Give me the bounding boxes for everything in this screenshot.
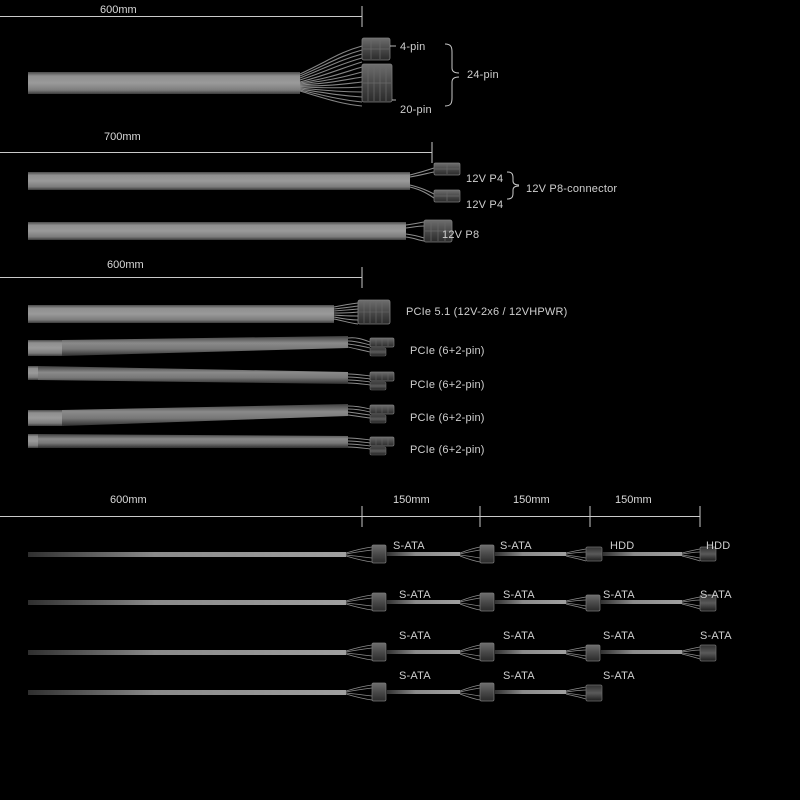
connector-label-sata-r2-4: S-ATA <box>700 589 732 601</box>
connector-label-sata-r2-3: S-ATA <box>603 589 635 601</box>
connector-label-20-pin: 20-pin <box>400 104 432 116</box>
dimension-label-700-eps: 700mm <box>104 131 141 143</box>
pcie-dual-6plus2-cable-2 <box>28 404 394 455</box>
dimension-label-600-atx: 600mm <box>100 4 137 16</box>
dimension-label-150-c: 150mm <box>615 494 652 506</box>
connector-label-sata-r1-2: S-ATA <box>500 540 532 552</box>
connector-label-12v-p4-bottom: 12V P4 <box>466 199 504 211</box>
connector-label-sata-r3-3: S-ATA <box>603 630 635 642</box>
sata-cable-row-4 <box>28 683 602 701</box>
connector-label-pcie-6plus2-2: PCIe (6+2-pin) <box>410 379 485 391</box>
connector-label-pcie-6plus2-3: PCIe (6+2-pin) <box>410 412 485 424</box>
connector-label-sata-r1-1: S-ATA <box>393 540 425 552</box>
connector-label-sata-r3-2: S-ATA <box>503 630 535 642</box>
connector-label-pcie-5-1: PCIe 5.1 (12V-2x6 / 12VHPWR) <box>406 306 568 318</box>
connector-label-sata-r3-1: S-ATA <box>399 630 431 642</box>
sata-cable-row-3 <box>28 643 716 661</box>
connector-label-4-pin: 4-pin <box>400 41 426 53</box>
dimension-label-150-b: 150mm <box>513 494 550 506</box>
connector-label-pcie-6plus2-1: PCIe (6+2-pin) <box>410 345 485 357</box>
dimension-label-600-pcie: 600mm <box>107 259 144 271</box>
connector-label-sata-r4-3: S-ATA <box>603 670 635 682</box>
connector-label-24-pin: 24-pin <box>467 69 499 81</box>
connector-label-12v-p8-connector: 12V P8-connector <box>526 183 618 195</box>
connector-label-sata-r2-2: S-ATA <box>503 589 535 601</box>
dimension-label-150-a: 150mm <box>393 494 430 506</box>
connector-label-hdd-r1-1: HDD <box>610 540 635 552</box>
eps-12v-p8-cable <box>28 220 452 242</box>
connector-label-sata-r2-1: S-ATA <box>399 589 431 601</box>
connector-label-hdd-r1-2: HDD <box>706 540 731 552</box>
eps-12v-p4-p4-cable <box>28 163 519 202</box>
atx-24-pin-cable <box>28 38 459 106</box>
connector-label-sata-r4-1: S-ATA <box>399 670 431 682</box>
connector-label-sata-r4-2: S-ATA <box>503 670 535 682</box>
connector-label-12v-p8: 12V P8 <box>442 229 480 241</box>
connector-label-sata-r3-4: S-ATA <box>700 630 732 642</box>
pcie-dual-6plus2-cable-1 <box>28 336 394 390</box>
connector-label-pcie-6plus2-4: PCIe (6+2-pin) <box>410 444 485 456</box>
connector-label-12v-p4-top: 12V P4 <box>466 173 504 185</box>
pcie-5-1-12vhpwr-cable <box>28 300 390 324</box>
dimension-label-600-sata: 600mm <box>110 494 147 506</box>
